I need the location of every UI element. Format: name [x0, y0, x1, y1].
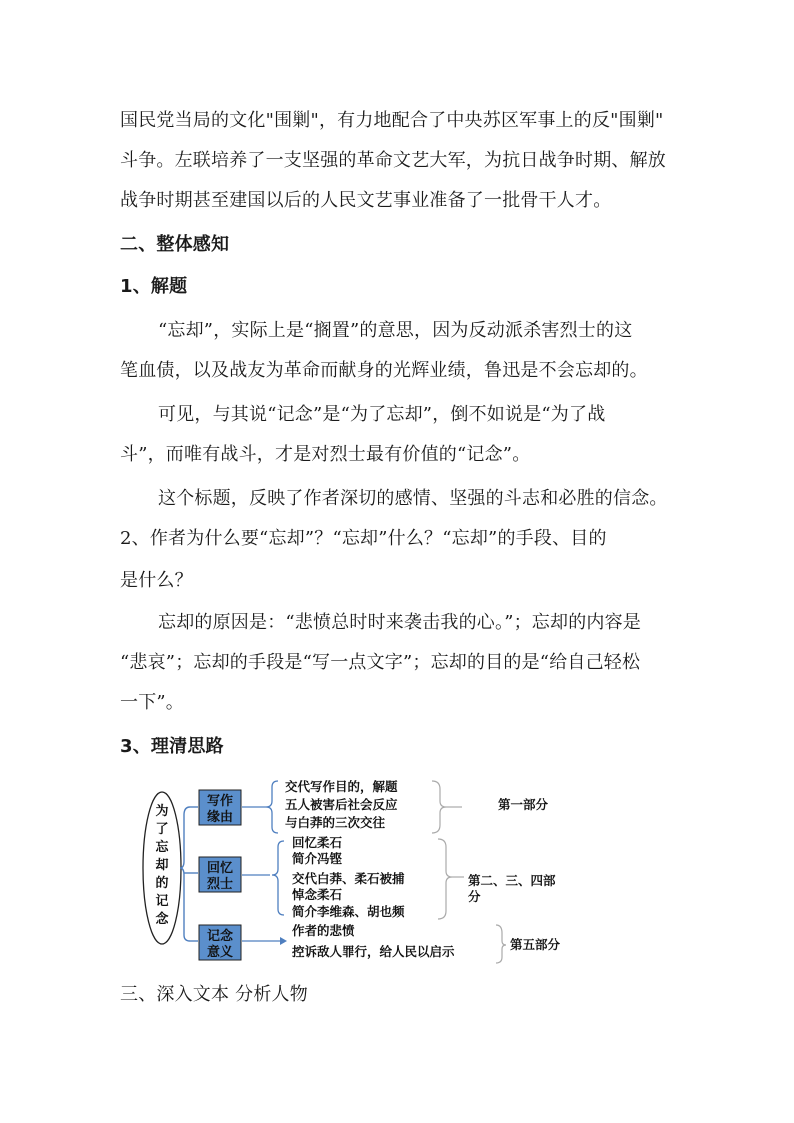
branch-box-label: 记念	[206, 929, 234, 944]
paragraph-line: 忘却的原因是：“悲愤总时时来袭击我的心。”；忘却的内容是	[158, 612, 642, 633]
root-char: 为	[155, 804, 169, 819]
question-line: 2、作者为什么要“忘却”？“忘却”什么？“忘却”的手段、目的	[120, 528, 607, 549]
branch-box-label: 烈士	[206, 877, 234, 892]
paragraph-line: 一下”。	[120, 692, 185, 713]
paragraph-line: 斗”，而唯有战斗，才是对烈士最有价值的“记念”。	[120, 444, 531, 465]
item-brace	[266, 781, 278, 833]
item-brace	[272, 841, 284, 915]
root-char: 记	[155, 894, 169, 909]
arrow-head	[280, 937, 287, 945]
paragraph-line: “悲哀”；忘却的手段是“写一点文字”；忘却的目的是“给自己轻松	[120, 652, 641, 673]
root-char: 的	[155, 876, 169, 891]
structure-diagram	[140, 775, 590, 965]
root-char: 了	[155, 822, 169, 837]
paragraph-line: 国民党当局的文化"围剿"，有力地配合了中央苏区军事上的反"围剿"	[120, 110, 664, 131]
section-heading-3: 三、深入文本 分析人物	[120, 984, 308, 1005]
paragraph-line: 战争时期甚至建国以后的人民文艺事业准备了一批骨干人才。	[120, 190, 612, 211]
branch-item: 作者的悲愤	[292, 923, 355, 938]
branch-item: 简介李维森、胡也频	[292, 904, 405, 919]
branch-item: 五人被害后社会反应	[285, 797, 398, 812]
part-label: 第二、三、四部	[468, 873, 556, 888]
part-brace	[438, 839, 452, 919]
paragraph-line: 这个标题，反映了作者深切的感情、坚强的斗志和必胜的信念。	[158, 488, 668, 509]
subheading-3: 3、理清思路	[120, 736, 224, 757]
root-char: 忘	[155, 840, 169, 855]
branch-item: 简介冯铿	[292, 851, 343, 866]
part-label: 分	[468, 889, 481, 904]
branch-box-label: 写作	[206, 794, 234, 809]
section-heading-2: 二、整体感知	[120, 234, 230, 255]
branch-item: 与白莽的三次交往	[285, 815, 386, 830]
part-label: 第一部分	[498, 797, 549, 812]
part-brace	[496, 925, 506, 963]
part-label: 第五部分	[510, 937, 561, 952]
branch-box-label: 回忆	[206, 861, 234, 876]
paragraph-line: 可见，与其说“记念”是“为了忘却”，倒不如说是“为了战	[158, 404, 606, 425]
branch-box-label: 缘由	[206, 810, 234, 825]
paragraph-line: “忘却”，实际上是“搁置”的意思，因为反动派杀害烈士的这	[158, 320, 633, 341]
root-char: 念	[155, 912, 169, 927]
paragraph-line: 笔血债，以及战友为革命而献身的光辉业绩，鲁迅是不会忘却的。	[120, 360, 648, 381]
branch-item: 交代写作目的，解题	[285, 779, 398, 794]
branch-item: 回忆柔石	[292, 835, 343, 850]
branch-item: 悼念柔石	[292, 887, 343, 902]
part-brace	[432, 781, 446, 833]
branch-item: 控诉敌人罪行，给人民以启示	[292, 944, 455, 959]
subheading-1: 1、解题	[120, 276, 188, 297]
branch-box-label: 意义	[206, 945, 234, 960]
root-char: 却	[155, 858, 169, 873]
paragraph-line: 斗争。左联培养了一支坚强的革命文艺大军，为抗日战争时期、解放	[120, 150, 666, 171]
question-line: 是什么？	[120, 570, 193, 591]
branch-item: 交代白莽、柔石被捕	[292, 871, 405, 886]
